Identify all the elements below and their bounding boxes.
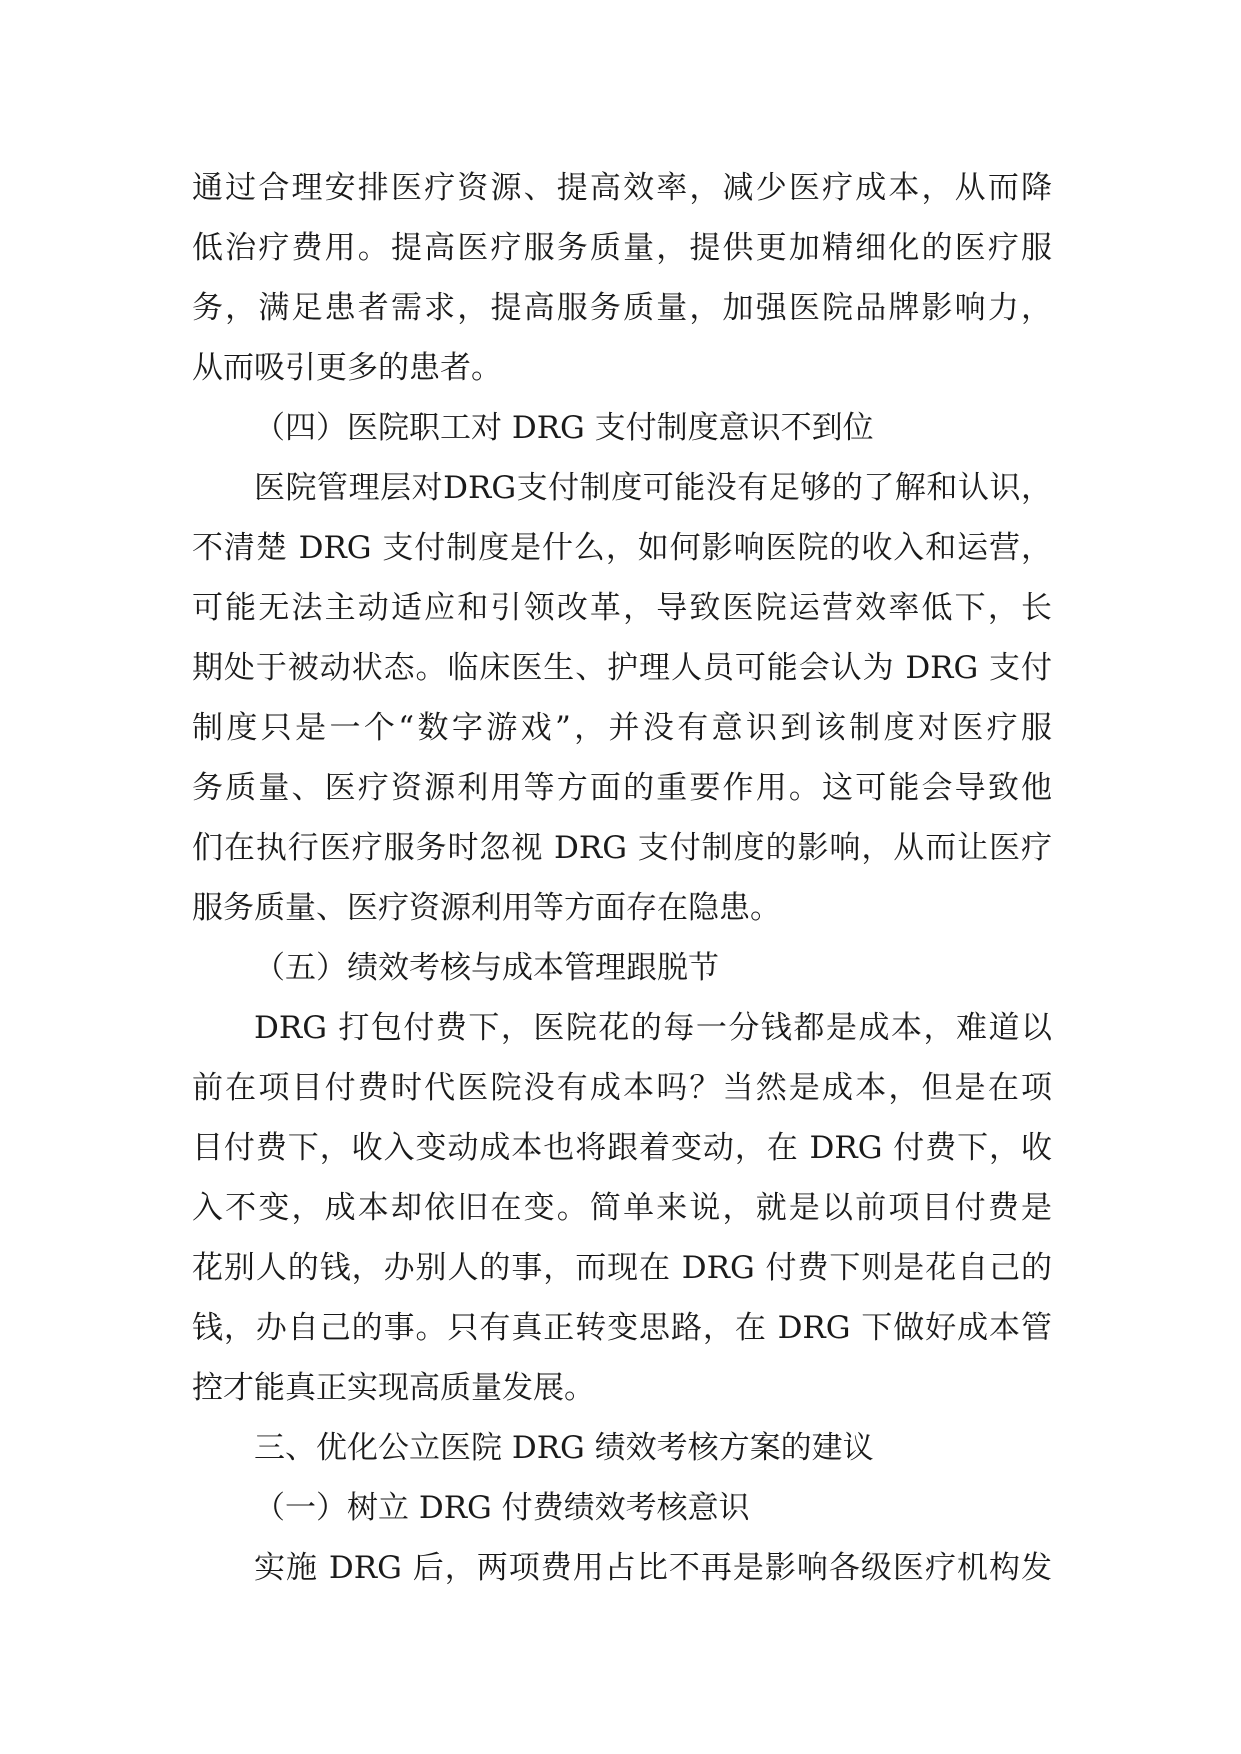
paragraph-line: 期处于被动状态。临床医生、护理人员可能会认为 DRG 支付 — [192, 650, 1052, 686]
paragraph-line: 制度只是一个“数字游戏”，并没有意识到该制度对医疗服 — [192, 710, 1052, 746]
paragraph-line: 实施 DRG 后，两项费用占比不再是影响各级医疗机构发 — [254, 1550, 1052, 1586]
paragraph-line: 从而吸引更多的患者。 — [192, 350, 502, 386]
paragraph-line: 控才能真正实现高质量发展。 — [192, 1370, 595, 1406]
paragraph-line: 钱，办自己的事。只有真正转变思路，在 DRG 下做好成本管 — [192, 1310, 1052, 1346]
paragraph-line: 们在执行医疗服务时忽视 DRG 支付制度的影响，从而让医疗 — [192, 830, 1052, 866]
paragraph-line: 务质量、医疗资源利用等方面的重要作用。这可能会导致他 — [192, 770, 1052, 806]
section-heading-5: （五）绩效考核与成本管理跟脱节 — [254, 950, 719, 986]
paragraph-line: 服务质量、医疗资源利用等方面存在隐患。 — [192, 890, 781, 926]
chapter-heading-3: 三、优化公立医院 DRG 绩效考核方案的建议 — [254, 1430, 874, 1466]
document-body — [192, 158, 1052, 1598]
paragraph-line: 入不变，成本却依旧在变。简单来说，就是以前项目付费是 — [192, 1190, 1052, 1226]
paragraph-line: 医院管理层对DRG支付制度可能没有足够的了解和认识， — [254, 470, 1052, 506]
paragraph-line: 前在项目付费时代医院没有成本吗？当然是成本，但是在项 — [192, 1070, 1052, 1106]
paragraph-line: 花别人的钱，办别人的事，而现在 DRG 付费下则是花自己的 — [192, 1250, 1052, 1286]
paragraph-line: 不清楚 DRG 支付制度是什么，如何影响医院的收入和运营， — [192, 530, 1052, 566]
paragraph-line: DRG 打包付费下，医院花的每一分钱都是成本，难道以 — [254, 1010, 1052, 1046]
section-heading-4: （四）医院职工对 DRG 支付制度意识不到位 — [254, 410, 874, 446]
paragraph-line: 务，满足患者需求，提高服务质量，加强医院品牌影响力， — [192, 290, 1052, 326]
section-heading-1: （一）树立 DRG 付费绩效考核意识 — [254, 1490, 750, 1526]
paragraph-line: 目付费下，收入变动成本也将跟着变动，在 DRG 付费下，收 — [192, 1130, 1052, 1166]
paragraph-line: 通过合理安排医疗资源、提高效率，减少医疗成本，从而降 — [192, 170, 1052, 206]
paragraph-line: 低治疗费用。提高医疗服务质量，提供更加精细化的医疗服 — [192, 230, 1052, 266]
paragraph-line: 可能无法主动适应和引领改革，导致医院运营效率低下，长 — [192, 590, 1052, 626]
